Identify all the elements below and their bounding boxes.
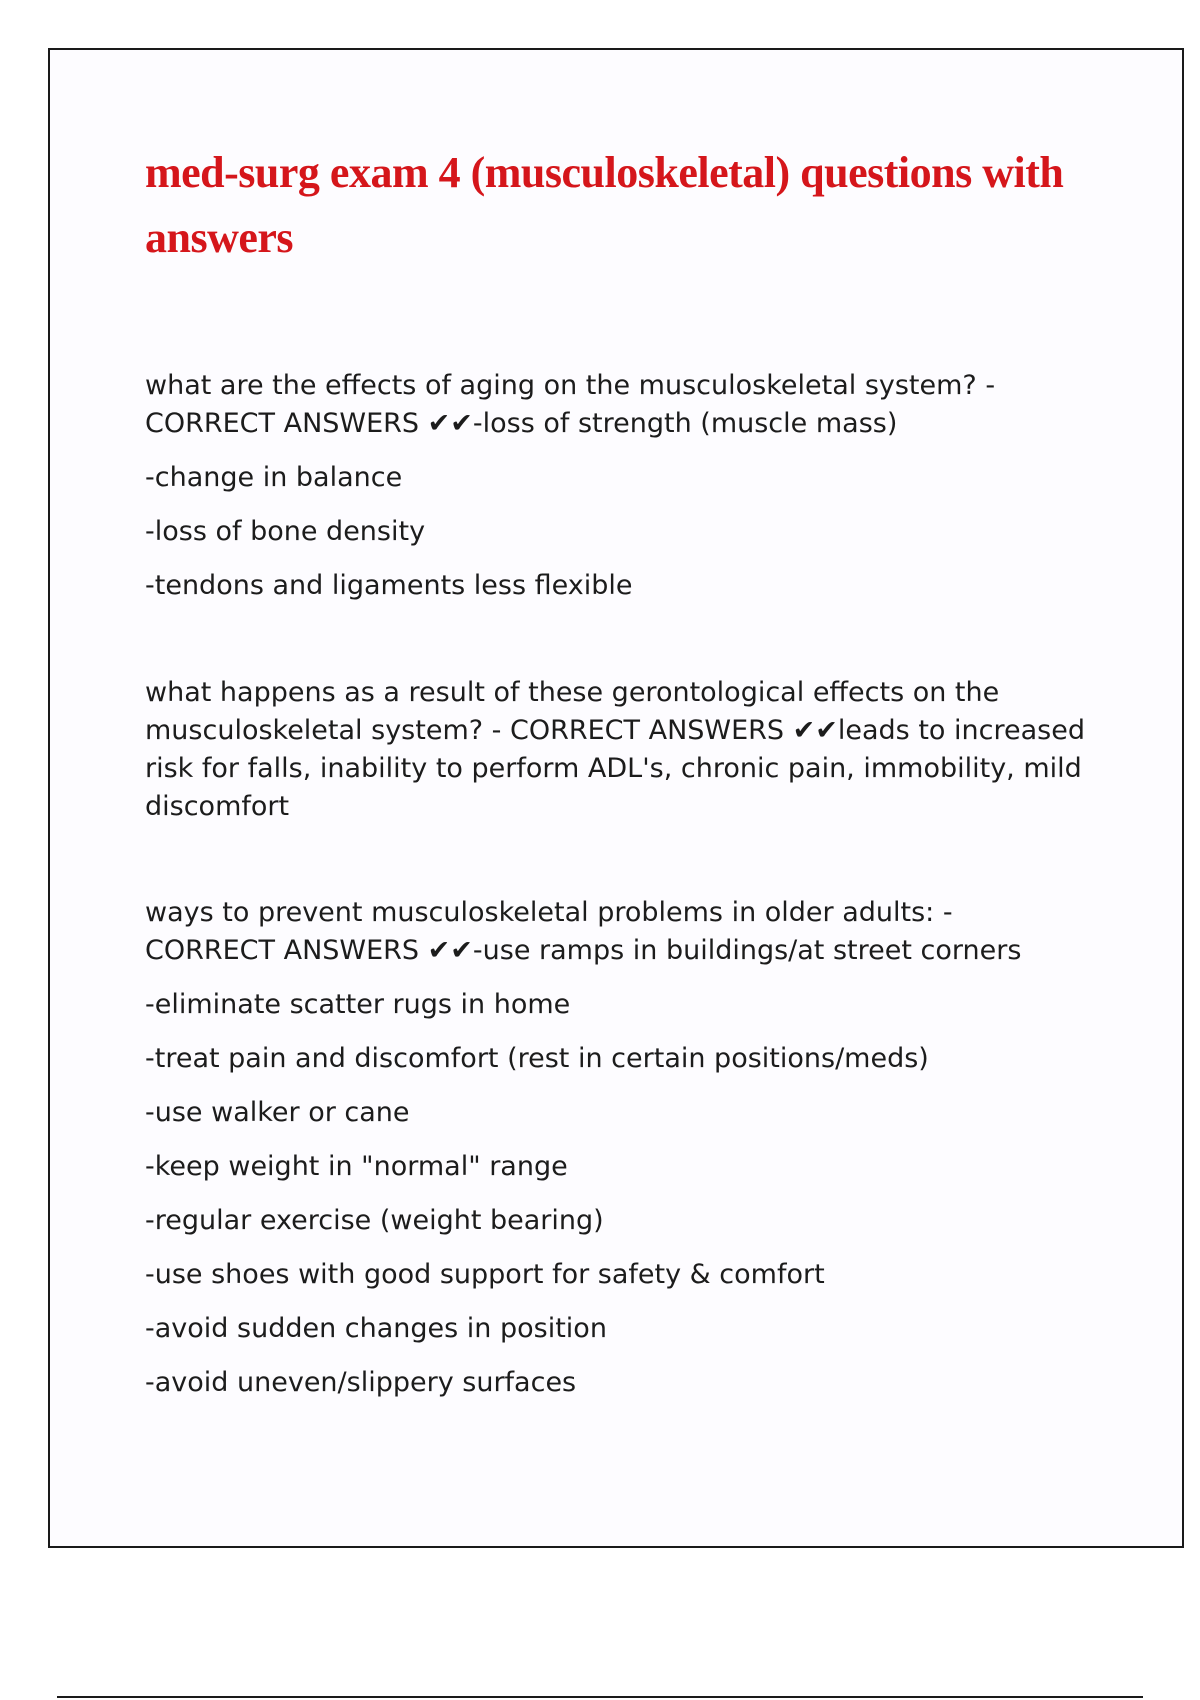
qa-block-prevention — [145, 894, 1085, 1402]
answer-item: -loss of bone density — [145, 516, 426, 547]
document-title: med-surg exam 4 (musculoskeletal) questions with answers — [145, 148, 1064, 262]
answer-item: -use walker or cane — [145, 1097, 410, 1128]
question-text: what are the effects of aging on the musculoskeletal system? - CORRECT ANSWERS ✔✔-loss of strength (muscle mass) — [145, 370, 996, 439]
answer-list — [145, 459, 1085, 605]
qa-block-gerontological-results — [145, 674, 1085, 826]
answer-item: -treat pain and discomfort (rest in certain positions/meds) — [145, 1043, 929, 1074]
answer-item: -regular exercise (weight bearing) — [145, 1205, 604, 1236]
answer-item: -avoid sudden changes in position — [145, 1313, 607, 1344]
answer-item: -use shoes with good support for safety & comfort — [145, 1259, 825, 1290]
footer-divider — [57, 1696, 1143, 1698]
answer-item: -keep weight in "normal" range — [145, 1151, 568, 1182]
answer-item: -eliminate scatter rugs in home — [145, 989, 571, 1020]
answer-item: -tendons and ligaments less flexible — [145, 570, 633, 601]
answer-list — [145, 986, 1085, 1402]
question-text: ways to prevent musculoskeletal problems in older adults: - CORRECT ANSWERS ✔✔-use ramps in buildings/at street corners — [145, 897, 1022, 966]
answer-item: -avoid uneven/slippery surfaces — [145, 1367, 577, 1398]
question-text: what happens as a result of these gerontological effects on the musculoskeletal system? - CORRECT ANSWERS ✔✔leads to increased risk for falls, inability to perform ADL's, chronic pain, immobility, mild discomfort — [145, 677, 1085, 822]
qa-block-aging-effects — [145, 367, 1085, 605]
answer-item: -change in balance — [145, 462, 403, 493]
